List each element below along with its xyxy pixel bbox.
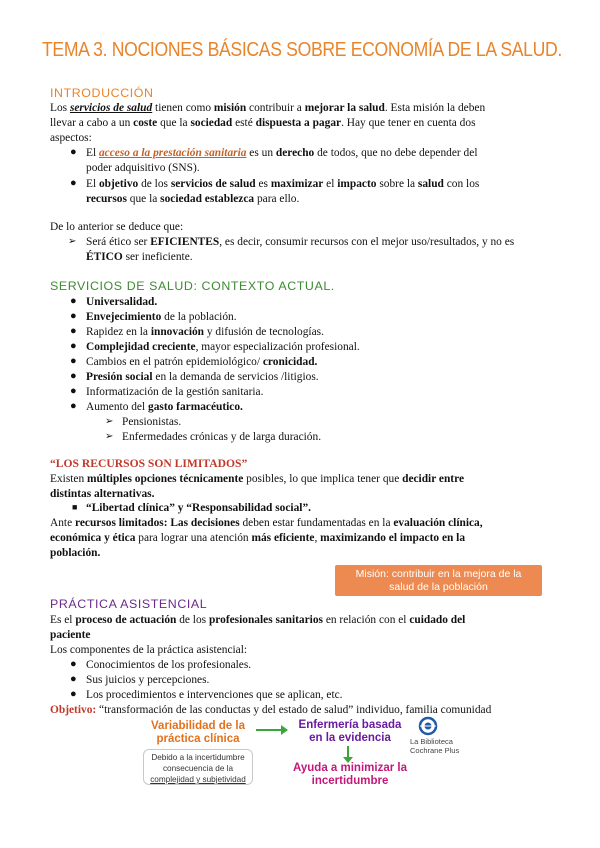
recursos-square-item: “Libertad clínica” y “Responsabilidad social”. bbox=[86, 502, 311, 514]
arrow-right-icon bbox=[255, 723, 289, 737]
practica-component-1: Conocimientos de los profesionales. bbox=[86, 659, 252, 671]
arrowhead-icon: ➢ bbox=[105, 431, 114, 442]
recursos-line-5: población. bbox=[50, 547, 101, 559]
intro-bullet-1-cont: poder adquisitivo (SNS). bbox=[86, 162, 200, 174]
mision-callout-text: Misión: contribuir en la mejora de la salud de la población bbox=[355, 567, 522, 593]
practica-line-2: paciente bbox=[50, 629, 91, 641]
bullet-dot-icon: ● bbox=[70, 295, 77, 307]
intro-line-2: llevar a cabo a un coste que la sociedad esté dispuesta a pagar. Hay que tener en cuenta dos bbox=[50, 117, 476, 129]
practica-line-1: Es el proceso de actuación de los profesionales sanitarios en relación con el cuidado del bbox=[50, 614, 466, 626]
recursos-line-1: Existen múltiples opciones técnicamente posibles, lo que implica tener que decidir entre bbox=[50, 473, 465, 485]
bullet-dot-icon: ● bbox=[70, 673, 77, 685]
recursos-line-3: Ante recursos limitados: Las decisiones deben estar fundamentadas en la evaluación clínica, bbox=[50, 517, 483, 529]
bullet-dot-icon: ● bbox=[70, 400, 77, 412]
practica-component-3: Los procedimientos e intervenciones que se aplican, etc. bbox=[86, 689, 343, 701]
bullet-dot-icon: ● bbox=[70, 177, 77, 189]
servicios-item-6: Presión social en la demanda de servicios /litigios. bbox=[86, 371, 319, 383]
intro-deduce: De lo anterior se deduce que: bbox=[50, 221, 184, 233]
logo-line-1: La Biblioteca bbox=[410, 737, 453, 746]
square-bullet-icon: ■ bbox=[72, 502, 78, 512]
intro-bullet-1: El acceso a la prestación sanitaria es un derecho de todos, que no debe depender del bbox=[86, 147, 478, 159]
intro-line-3: aspectos: bbox=[50, 132, 92, 144]
diagram-note-line-3: complejidad y subjetividad bbox=[150, 775, 246, 784]
link-acceso-prestacion[interactable]: acceso a la prestación sanitaria bbox=[98, 147, 247, 159]
servicios-sub-2: Enfermedades crónicas y de larga duración. bbox=[122, 431, 322, 443]
bullet-dot-icon: ● bbox=[70, 370, 77, 382]
servicios-item-5: Cambios en el patrón epidemiológico/ cronicidad. bbox=[86, 356, 318, 368]
bullet-dot-icon: ● bbox=[70, 325, 77, 337]
intro-arrow-1-cont: ÉTICO ser ineficiente. bbox=[86, 251, 193, 263]
diagram-note-line-2: consecuencia de la bbox=[162, 764, 234, 773]
bullet-dot-icon: ● bbox=[70, 340, 77, 352]
link-servicios-de-salud[interactable]: servicios de salud bbox=[69, 102, 153, 114]
bullet-dot-icon: ● bbox=[70, 355, 77, 367]
section-heading-introduccion: INTRODUCCIÓN bbox=[50, 86, 154, 100]
bullet-dot-icon: ● bbox=[70, 146, 77, 158]
practica-line-3: Los componentes de la práctica asistencial: bbox=[50, 644, 248, 656]
arrowhead-icon: ➢ bbox=[105, 416, 114, 427]
recursos-line-2: distintas alternativas. bbox=[50, 488, 155, 500]
cochrane-logo-text bbox=[410, 738, 470, 755]
intro-bullet-2-cont: recursos que la sociedad establezca para ello. bbox=[86, 193, 300, 205]
intro-line-1: Los servicios de salud tienen como misión contribuir a mejorar la salud. Esta misión la deben bbox=[50, 102, 486, 114]
servicios-item-8: Aumento del gasto farmacéutico. bbox=[86, 401, 243, 413]
bullet-dot-icon: ● bbox=[70, 658, 77, 670]
section-heading-servicios: SERVICIOS DE SALUD: CONTEXTO ACTUAL. bbox=[50, 279, 335, 293]
bullet-dot-icon: ● bbox=[70, 310, 77, 322]
page-title: TEMA 3. NOCIONES BÁSICAS SOBRE ECONOMÍA DE LA SALUD. bbox=[42, 38, 562, 61]
section-heading-practica: PRÁCTICA ASISTENCIAL bbox=[50, 597, 208, 611]
practica-component-2: Sus juicios y percepciones. bbox=[86, 674, 210, 686]
servicios-item-1: Universalidad. bbox=[86, 296, 158, 308]
servicios-item-7: Informatización de la gestión sanitaria. bbox=[86, 386, 264, 398]
bullet-dot-icon: ● bbox=[70, 385, 77, 397]
cochrane-logo-icon bbox=[416, 716, 440, 736]
intro-bullet-2: El objetivo de los servicios de salud es maximizar el impacto sobre la salud con los bbox=[86, 178, 480, 190]
diagram-enfermeria: Enfermería basada en la evidencia bbox=[298, 719, 402, 744]
recursos-line-4: económica y ética para lograr una atención más eficiente, maximizando el impacto en la bbox=[50, 532, 466, 544]
diagram-variabilidad: Variabilidad de la práctica clínica bbox=[151, 720, 245, 745]
servicios-sub-1: Pensionistas. bbox=[122, 416, 182, 428]
bullet-dot-icon: ● bbox=[70, 688, 77, 700]
servicios-item-3: Rapidez en la innovación y difusión de tecnologías. bbox=[86, 326, 324, 338]
servicios-item-4: Complejidad creciente, mayor especialización profesional. bbox=[86, 341, 360, 353]
practica-objetivo: Objetivo: “transformación de las conductas y del estado de salud” individuo, familia comunidad bbox=[50, 704, 492, 716]
mision-callout-box bbox=[335, 565, 542, 596]
logo-line-2: Cochrane Plus bbox=[410, 745, 460, 755]
servicios-item-2: Envejecimiento de la población. bbox=[86, 311, 237, 323]
diagram-ayuda: Ayuda a minimizar la incertidumbre bbox=[293, 762, 407, 787]
section-heading-recursos: “LOS RECURSOS SON LIMITADOS” bbox=[50, 457, 248, 470]
diagram-note-line-1: Debido a la incertidumbre bbox=[151, 753, 245, 762]
intro-arrow-1: Será ético ser EFICIENTES, es decir, consumir recursos con el mejor uso/resultados, y no es bbox=[86, 236, 515, 248]
diagram-note-box bbox=[143, 749, 253, 785]
arrowhead-icon: ➢ bbox=[68, 236, 77, 247]
